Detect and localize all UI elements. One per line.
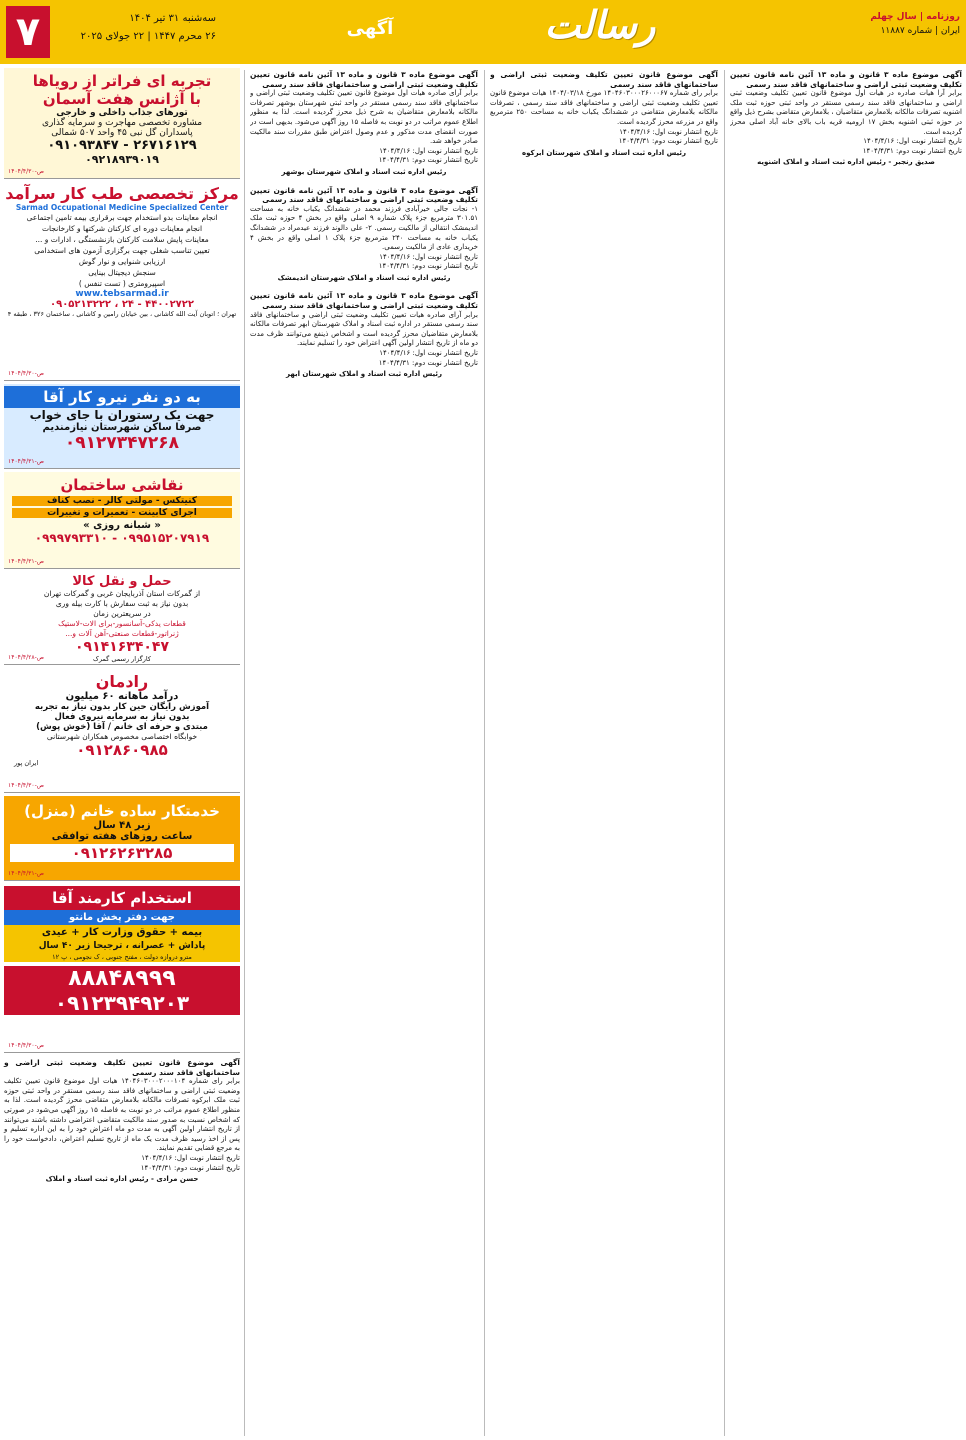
ad-code: ص-۱۴۰۴/۴/۳۰ (8, 782, 45, 789)
ad-restaurant-job (4, 384, 240, 469)
ad-note: ایران پور (14, 759, 39, 767)
ad-body: از گمرکات استان آذربایجان غربی و گمرکات تهران (43, 589, 201, 598)
notice-text: برابر آرای صادره هیات تعیین تکلیف وضعیت ثبتی اراضی و ساختمانهای فاقد سند رسمی مستقر در اداره ثبت اسناد و املاک شهرستان ابهر تصرفات مالکانه بلامعارض متقاضیان محرز گردیده است و اشخاص ذینفع می‌توانند ظرف مدت دو ماه از تاریخ انتشار اولین آگهی اعتراض خود را تسلیم نمایند. (250, 310, 478, 348)
ad-body-5: خوابگاه اختصاصی مخصوص همکاران شهرستانی (46, 732, 198, 741)
ad-body-3: « شبانه روزی » (83, 520, 161, 531)
notice-date-first: تاریخ انتشار نوبت اول: ۱۴۰۴/۴/۱۶ (863, 137, 962, 146)
ad-body: زیر ۴۸ سال (93, 820, 151, 831)
ad-phone: ۰۹۹۵۱۵۲۰۷۹۱۹ - ۰۹۹۹۷۹۳۳۱۰ (34, 531, 210, 545)
ad-painting (4, 472, 240, 569)
notices-column-2 (250, 70, 478, 1436)
notice-date-first: تاریخ انتشار نوبت اول: ۱۴۰۴/۴/۱۶ (619, 127, 718, 136)
ad-code: ص-۱۴۰۴/۴/۲۸ (8, 654, 45, 661)
ad-body-4: مترو دروازه دولت ، مفتح جنوبی ، ک نجومی ، پ ۱۲ (4, 952, 240, 962)
ad-title: رادمان (95, 672, 149, 691)
notice-signature: رئیس اداره ثبت اسناد و املاک شهرستان ابهر (285, 370, 443, 379)
ad-body-4: قطعات یدکی-آسانسور-برای الات-لاستیک (58, 619, 186, 628)
notice-date-first: تاریخ انتشار نوبت اول: ۱۴۰۴/۴/۱۶ (379, 252, 478, 261)
notice-date-first: تاریخ انتشار نوبت اول: ۱۴۰۴/۴/۱۶ (379, 146, 478, 155)
ad-body-5: ارزیابی شنوایی و نوار گوش (78, 257, 166, 266)
ad-address: تهران ؛ اتوبان آیت الله کاشانی ، بین خیابان رامین و کاشانی ، ساختمان ۳۲۶ ، طبقه ۴ (7, 310, 237, 318)
notice-block (250, 70, 478, 178)
notice-text: برابر رای شماره ۱۴۰۴۶۰۳۰۰۰۲۰۰۰۱۰۴ هیات اول موضوع قانون تعیین تکلیف وضعیت ثبتی اراضی و ساختمانهای فاقد سند رسمی مستقر در واحد ثبتی حوزه ثبت ملک ابرکوه تصرفات مالکانه بلامعارض متقاضی محرز گردیده است. لذا به منظور اطلاع عموم مراتب در دو نوبت به فاصله ۱۵ روز آگهی می‌شود در صورتی که اشخاص نسبت به صدور سند مالکیت متقاضی اعتراضی داشته باشند می‌توانند از تاریخ انتشار اولین آگهی به مدت دو ماه اعتراض خود را به این اداره تسلیم و پس از اخذ رسید ظرف مدت یک ماه از تاریخ تسلیم اعتراض، دادخواست خود را به مرجع قضایی تقدیم نمایند. (4, 1077, 241, 1153)
ad-body: کنیتکس - مولتی کالر - نصب کناف (12, 496, 232, 506)
ad-phone: ۰۹۱۴۱۶۳۴۰۴۷ (75, 639, 169, 655)
ad-phone: ۴۴۰۰۲۷۲۲ - ۲۴ ، ۰۹۰۵۲۱۳۲۲۲ (50, 299, 194, 310)
notice-text: برابر رای شماره ۱۴۰۴۶۰۳۰۰۰۲۶۰۰۰۶۷ مورخ ۱۴۰۴/۰۳/۱۸ هیات موضوع قانون تعیین تکلیف وضعیت ثبتی اراضی و ساختمانهای فاقد سند رسمی ، تصرفات مالکانه بلامعارض متقاضی در ششدانگ یکباب خانه به مساحت ۲۵۰ مترمربع واقع در مزرعه محرز گردیده است. (490, 89, 718, 126)
notice-block (490, 70, 718, 158)
ad-body-3: پاداش + عصرانه ، ترجیحا زیر ۴۰ سال (4, 940, 240, 952)
ad-radman (4, 668, 240, 793)
section-title: آگهی (346, 18, 394, 39)
ad-code: ص-۱۴۰۴/۴/۳۰ (8, 168, 45, 175)
ad-phone: ۰۹۱۲۷۳۴۷۲۶۸ (64, 433, 180, 453)
ad-code: ص-۱۴۰۴/۴/۳۱ (8, 458, 45, 465)
ad-phone: ۰۹۱۲۸۶۰۹۸۵ (76, 741, 168, 759)
ad-body-2: ساعت روزهای هفته توافقی (51, 831, 193, 842)
notice-heading: آگهی موضوع ماده ۳ قانون و ماده ۱۳ آئین نامه قانون تعیین تکلیف وضعیت ثبتی اراضی و ساختمانهای فاقد سند رسمی (250, 185, 478, 205)
notice-date-first: تاریخ انتشار نوبت اول: ۱۴۰۴/۴/۱۶ (141, 1153, 240, 1162)
ad-code: ص-۱۴۰۴/۴/۳۱ (8, 870, 45, 877)
notice-text: برابر آرا هیات صادره در هیات اول موضوع قانون تعیین تکلیف وضعیت ثبتی اراضی و ساختمانهای فاقد سند رسمی مستقر در واحد ثبتی حوزه ثبت ملک اشنویه تصرفات مالکانه بلامعارض متقاضیان ، بلامعارض متقاضی بشرح ذیل واقع در حوزه ثبتی اشنویه بخش ۱۷ ارومیه قریه باب بالای خانه آباد اصلی محرز گردیده است. (730, 89, 962, 136)
notice-signature: رئیس اداره ثبت اسناد و املاک شهرستان بوشهر (281, 167, 447, 176)
ad-title: نقاشی ساختمان (60, 476, 184, 494)
ad-note: کارگزار رسمی گمرک (93, 655, 151, 663)
ad-title: خدمتکار ساده خانم (منزل) (24, 802, 220, 820)
notices-column-4 (730, 70, 962, 1436)
ad-body: جهت دفتر پخش مانتو (4, 910, 240, 925)
date-persian: سه‌شنبه ۳۱ تیر ۱۴۰۴ (129, 13, 216, 24)
ad-medical-center (4, 180, 240, 381)
ad-code: ص-۱۴۰۴/۴/۳۰ (8, 370, 45, 377)
column-divider (484, 70, 485, 1436)
ad-title: مرکز تخصصی طب کار سرآمد (5, 184, 239, 203)
notice-signature: صدیق رنجبر - رئیس اداره ثبت اسناد و املاک اشنویه (757, 158, 935, 167)
ad-body: انجام معاینات بدو استخدام جهت برقراری بیمه تامین اجتماعی (26, 213, 218, 222)
notice-block (4, 1058, 240, 1185)
ad-body-4: مبتدی و حرفه ای خانم / آقا (خوش پوش) (36, 722, 208, 732)
ad-freight (4, 572, 240, 665)
ad-body-3: پاسداران گل نبی ۴۵ واحد ۵۰۷ شمالی (51, 128, 193, 138)
ad-body-2: مشاوره تخصصی مهاجرت و سرمایه گذاری (41, 118, 203, 128)
ad-body-5: ژنراتور-قطعات صنعتی-آهن آلات و... (65, 629, 179, 638)
column-divider (244, 70, 245, 1436)
notice-heading: آگهی موضوع قانون تعیین تکلیف وضعیت ثبتی اراضی و ساختمانهای فاقد سند رسمی (490, 70, 718, 89)
ad-travel-agency (4, 68, 240, 179)
notice-date-first: تاریخ انتشار نوبت اول: ۱۴۰۴/۴/۱۶ (379, 349, 478, 358)
notice-block (250, 186, 478, 284)
notice-date-second: تاریخ انتشار نوبت دوم: ۱۴۰۴/۴/۳۱ (618, 137, 718, 146)
notice-signature: حسن مرادی - رئیس اداره ثبت اسناد و املاک (45, 1175, 199, 1184)
ad-body: تورهای جذاب داخلی و خارجی (56, 108, 188, 118)
newspaper-logo: رسالت (544, 2, 656, 47)
ad-phone-2: ۰۹۲۱۸۹۳۹۰۱۹ (85, 153, 159, 166)
ad-title: استخدام کارمند آقا (4, 886, 240, 910)
ad-title: به دو نفر نیرو کار آقا (4, 386, 240, 408)
ad-phone: ۸۸۸۴۸۹۹۹ (4, 966, 240, 991)
notice-date-second: تاریخ انتشار نوبت دوم: ۱۴۰۴/۴/۳۱ (140, 1163, 240, 1172)
ad-clerk-job (4, 884, 240, 1053)
issue-info (800, 10, 960, 38)
notice-block (730, 70, 962, 168)
notice-heading: آگهی موضوع ماده ۳ قانون و ماده ۱۳ آئین نامه قانون تعیین تکلیف وضعیت ثبتی اراضی و ساختمانهای فاقد سند رسمی (730, 70, 962, 89)
ad-body-2: انجام معاینات دوره ای کارکنان شرکتها و کارخانجات (41, 224, 203, 233)
ad-body-2: بدون نیاز به ثبت سفارش با کارت بیله وری (55, 599, 189, 608)
ad-phone-2: ۰۹۱۲۳۹۴۹۲۰۳ (4, 991, 240, 1015)
ad-code: ص-۱۴۰۴/۴/۳۱ (8, 558, 45, 565)
notice-signature: رئیس اداره ثبت اسناد و املاک شهرستان اندیمشک (277, 273, 451, 282)
ad-phone: ۲۶۷۱۶۱۲۹ - ۰۹۱۰۹۳۸۴۷ (47, 138, 197, 153)
ad-body-3: بدون نیاز به سرمایه نیروی فعال (54, 712, 190, 722)
notice-date-second: تاریخ انتشار نوبت دوم: ۱۴۰۴/۴/۳۱ (378, 358, 478, 367)
notice-date-second: تاریخ انتشار نوبت دوم: ۱۴۰۴/۴/۳۱ (378, 156, 478, 165)
masthead (0, 0, 966, 64)
ad-title: تجربه ای فراتر از رویاها (32, 72, 212, 90)
ad-body-2: بیمه + حقوق وزارت کار + عیدی (4, 925, 240, 940)
notices-column-3 (490, 70, 718, 1436)
issue-line-2: ایران | شماره ۱۱۸۸۷ (880, 26, 960, 36)
ad-subtitle: Sarmad Occupational Medicine Specialized Center (15, 203, 229, 212)
notice-date-second: تاریخ انتشار نوبت دوم: ۱۴۰۴/۴/۳۱ (862, 146, 962, 155)
notice-signature: رئیس اداره ثبت اسناد و املاک شهرستان ابرکوه (521, 148, 687, 157)
ad-body-4: تعیین تناسب شغلی جهت برگزاری آزمون های استخدامی (34, 246, 210, 255)
ad-code: ص-۱۴۰۴/۴/۳۰ (8, 1042, 45, 1049)
ad-housekeeper (4, 796, 240, 881)
ad-title: حمل و نقل کالا (72, 574, 172, 589)
ad-body: درآمد ماهانه ۶۰ میلیون (65, 691, 179, 702)
ad-body-2: اجرای کابینت - تعمیرات و تغییرات (12, 508, 232, 518)
column-divider (724, 70, 725, 1436)
ad-body-2: آموزش رایگان حین کار بدون نیاز به تجربه (34, 702, 210, 712)
ad-body-6: سنجش دیجیتال بینایی (88, 268, 156, 277)
notice-block (250, 291, 478, 379)
ad-body-3: معاینات پایش سلامت کارکنان بازنشستگی ، ادارات و ... (35, 235, 209, 244)
ad-body-7: اسپیرومتری ( تست تنفس ) (78, 279, 166, 288)
ad-phone: ۰۹۱۲۶۲۶۳۲۸۵ (10, 844, 234, 862)
notice-date-second: تاریخ انتشار نوبت دوم: ۱۴۰۴/۴/۳۱ (378, 262, 478, 271)
ad-body-2: صرفا ساکن شهرستان نیازمندیم (42, 422, 202, 433)
notice-heading: آگهی موضوع ماده ۳ قانون و ماده ۱۳ آئین نامه قانون تعیین تکلیف وضعیت ثبتی اراضی و ساختمانهای فاقد سند رسمی (250, 291, 478, 311)
ad-website-link[interactable]: www.tebsarmad.ir (75, 289, 169, 299)
ad-body-3: در سریعترین زمان (93, 609, 151, 618)
issue-line-1: روزنامه | سال چهلم (870, 12, 960, 22)
ad-title-2: با آژانس هفت آسمان (42, 90, 202, 108)
date-other: ۲۶ محرم ۱۴۴۷ | ۲۲ جولای ۲۰۲۵ (80, 31, 216, 42)
notice-heading: آگهی موضوع ماده ۳ قانون و ماده ۱۳ آئین نامه قانون تعیین تکلیف وضعیت ثبتی اراضی و ساختمانهای فاقد سند رسمی (250, 70, 478, 89)
page-number: ۷ (6, 6, 50, 58)
date-block (56, 10, 216, 46)
classified-ads-column (4, 68, 240, 1436)
notice-text: برابر آرای صادره هیات اول موضوع قانون تعیین تکلیف وضعیت ثبتی اراضی و ساختمانهای فاقد سند رسمی مستقر در واحد ثبتی شهرستان بوشهر تصرفات مالکانه بلامعارض متقاضیان به شرح ذیل محرز گردیده است. لذا به منظور اطلاع عموم مراتب در دو نوبت به فاصله ۱۵ روز آگهی می‌شود. بدیهی است در صورت انقضای مدت مذکور و عدم وصول اعتراض طبق مقررات سند مالکیت صادر خواهد شد. (250, 89, 478, 146)
notice-heading: آگهی موضوع قانون تعیین تکلیف وضعیت ثبتی اراضی و ساختمانهای فاقد سند رسمی (4, 1058, 240, 1077)
ad-body: جهت یک رستوران با جای خواب (29, 408, 215, 422)
notice-text: ۱- نجات جالی خیرآبادی فرزند محمد در ششدانگ یکباب خانه به مساحت ۳۰۱.۵۱ مترمربع جزء پلاک شماره ۹ اصلی واقع در بخش ۴ حوزه ثبت ملک اندیمشک انتقالی از مالکیت رسمی. ۲- علی دالوند فرزند عیدمراد در ششدانگ یکباب خانه به مساحت ۲۴۰ مترمربع جزء پلاک ۱ اصلی واقع در بخش ۴ خریداری عادی از مالکیت رسمی. (250, 204, 478, 252)
